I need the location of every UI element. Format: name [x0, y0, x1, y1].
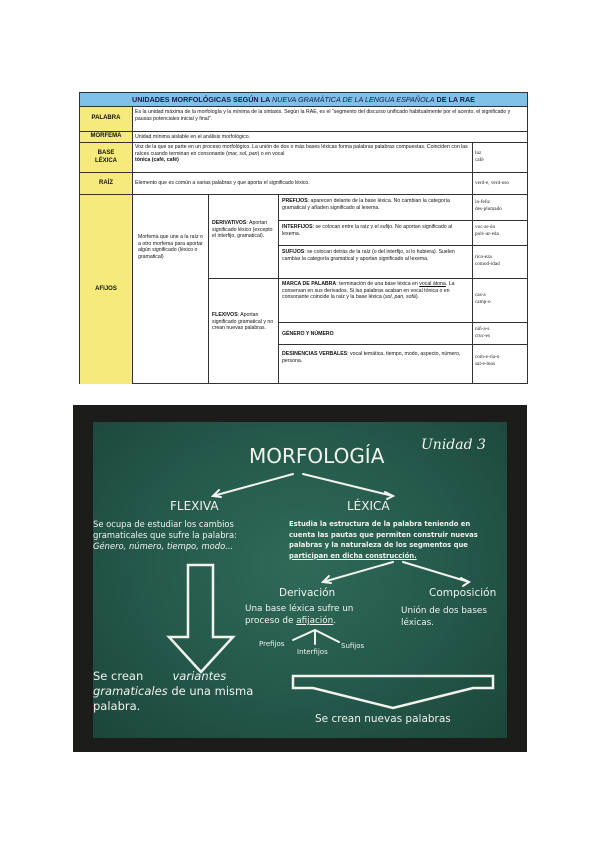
raiz-definition: Elemento que es común a varias palabras y que aporta el significado léxico.	[135, 180, 310, 186]
flexiva-result: Se crean variantes gramaticales de una misma palabra.	[93, 669, 254, 713]
desinencias-examples: com-e-ría-n sal-e-mos	[475, 354, 500, 367]
interfijos-cell: INTERFIJOS: se colocan entre la raíz y el sufijo. No aportan significado al lexema.	[282, 224, 453, 237]
sufijos-label: Sufijos	[341, 642, 365, 650]
flexiva-description: Se ocupa de estudiar los cambios gramaticales que sufre la palabra: Género, número, tiempo, modo...	[93, 519, 237, 551]
prefijos-label: Prefijos	[259, 640, 285, 648]
unit-label: Unidad 3	[421, 437, 486, 453]
lexica-title: LÉXICA	[347, 499, 390, 513]
label-morfema: MORFEMA	[80, 132, 133, 142]
derivacion-description: Una base léxica sufre un proceso de afijación.	[245, 604, 354, 626]
composicion-title: Composición	[429, 587, 497, 599]
marca-palabra-cell: MARCA DE PALABRA: terminación de una base léxica en vocal átona. La conservan en sus derivados. Si las palabras acaban en vocal tónica o en consonante coincide la raíz y la base léxica (sol, pan, sofá).	[282, 281, 455, 300]
palabra-definition: Es la unidad máxima de la morfología y la mínima de la sintaxis. Según la RAE, es el "segmento del discurso unificado habitualmente por el acento, el significado y pausas potenciales inicial y final".	[135, 109, 511, 122]
label-raiz: RAÍZ	[80, 173, 133, 194]
label-palabra: PALABRA	[80, 107, 133, 131]
desinencias-cell: DESINENCIAS VERBALES: vocal temática, tiempo, modo, aspecto, número, persona.	[282, 351, 461, 364]
board-title: MORFOLOGÍA	[249, 444, 385, 468]
lexica-result: Se crean nuevas palabras	[315, 713, 451, 725]
interfijos-examples: voc-ar-ón polv-ar-eda	[475, 224, 499, 237]
genero-numero-examples: niñ-a-s cruc-es	[475, 326, 490, 339]
morphology-table	[79, 92, 528, 384]
raiz-example: verd-e, verd-oso	[475, 180, 509, 186]
interfijos-label: Interfijos	[297, 648, 328, 656]
chalkboard-frame	[73, 405, 527, 752]
flexivos-cell: FLEXIVOS: Aportan significado gramatical y no crean nuevas palabras.	[212, 312, 274, 331]
prefijos-examples: in-feliz des-plumado	[475, 199, 502, 212]
lexica-description: Estudia la estructura de la palabra teniendo en cuenta las pautas que permiten construir nuevas palabras y la naturaleza de los segmentos que participan en dicha construcción.	[289, 520, 478, 560]
morfema-definition: Unidad mínima aislable en el análisis morfológico.	[135, 134, 251, 140]
afijos-description: Morfema que une a la raíz o a otro morfema para aportar algún significado (léxico o gramatical)	[138, 234, 203, 260]
sufijos-examples: rico-eza comod-idad	[475, 254, 500, 267]
derivativos-cell: DERIVATIVOS: Aportan significado léxico (excepto el interfijo, gramatical).	[212, 220, 273, 239]
sufijos-cell: SUFIJOS: se colocan detrás de la raíz (o del interfijo, si lo hubiera). Suelen cambiar la categoría gramatical y aportan significado al lexema.	[282, 249, 455, 262]
marca-palabra-examples: cas-a camp-o	[475, 292, 491, 305]
derivacion-title: Derivación	[279, 587, 336, 599]
genero-numero-cell: GÉNERO Y NÚMERO	[282, 331, 334, 337]
label-base-lexica: BASE LÉXICA	[80, 143, 133, 172]
composicion-description: Unión de dos bases léxicas.	[401, 606, 487, 628]
chalkboard	[93, 422, 507, 738]
base-lexica-examples: luz café	[475, 150, 484, 163]
flexiva-title: FLEXIVA	[170, 499, 219, 513]
base-lexica-definition: Voz de la que se parte en un proceso morfológico. La unión de dos o más bases léxicas forma palabras palabras compuestas. Coinciden con las raíces cuando terminan en consonante (mar, sol, pan) o en vocal tónica (café, café)	[135, 144, 468, 163]
prefijos-cell: PREFIJOS: aparecen delante de la base léxica. No cambian la categoría gramatical y añaden significado al lexema.	[282, 198, 450, 211]
label-afijos: AFIJOS	[80, 195, 133, 384]
table-title: UNIDADES MORFOLÓGICAS SEGÚN LA NUEVA GRAMÁTICA DE LA LENGUA ESPAÑOLA DE LA RAE	[80, 93, 527, 107]
